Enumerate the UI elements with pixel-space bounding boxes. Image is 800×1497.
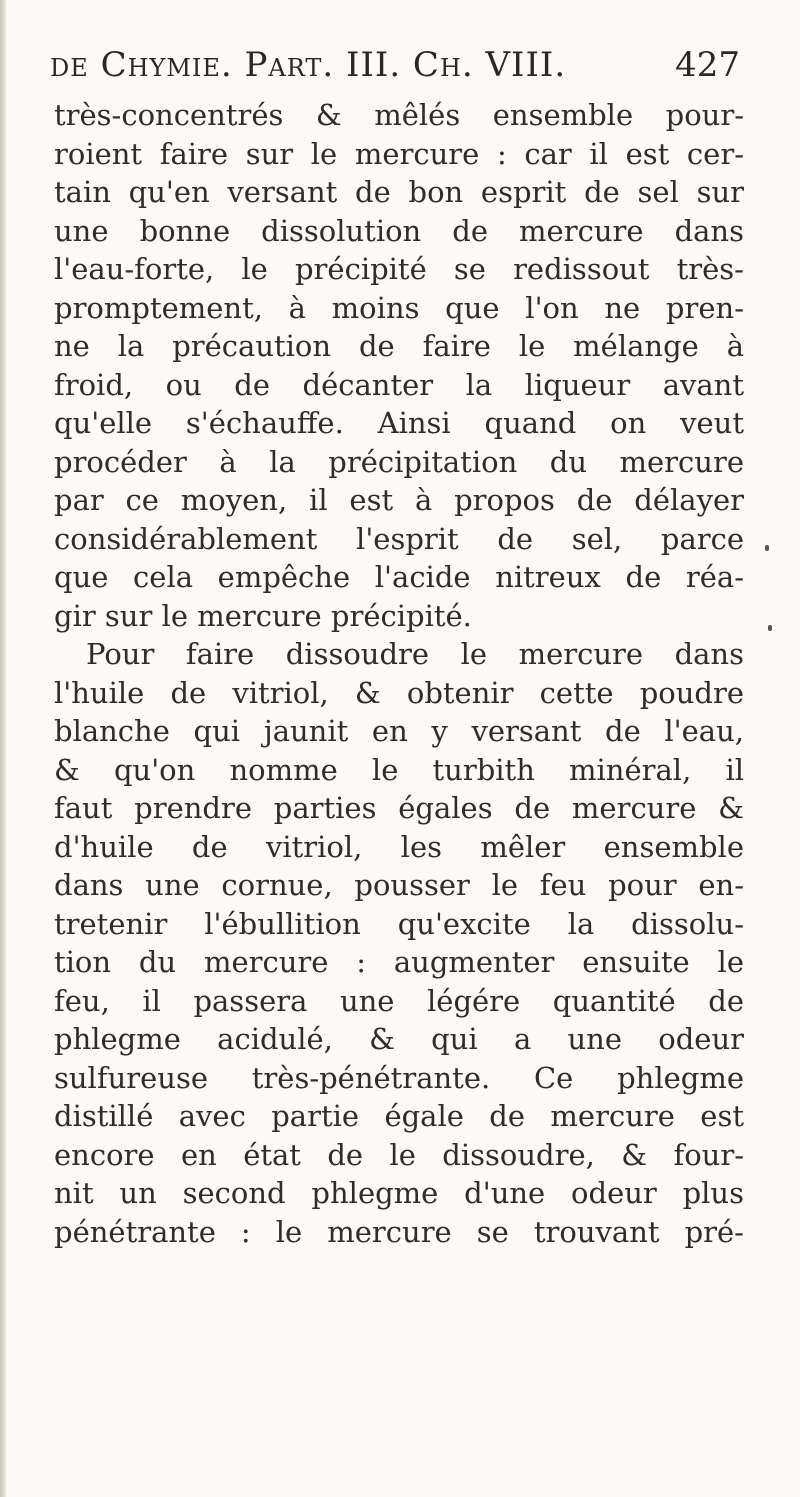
page-gutter: [0, 0, 6, 1497]
text-line: tretenir l'ébullition qu'excite la dissolu-: [54, 906, 744, 941]
text-line: ne la précaution de faire le mélange à: [54, 329, 744, 363]
paragraph-start-line: Pour faire dissoudre le mercure dans: [86, 637, 744, 671]
text-line: roient faire sur le mercure : car il est cer-: [54, 136, 744, 171]
text-line: d'huile de vitriol, les mêler ensemble: [54, 829, 744, 864]
text-line: par ce moyen, il est à propos de délayer: [54, 483, 744, 517]
text-line: distillé avec partie égale de mercure est: [54, 1099, 744, 1133]
text-line: faut prendre parties égales de mercure &: [54, 791, 744, 825]
running-head: de Chymie. Part. III. Ch. VIII.: [50, 45, 567, 85]
text-line: que cela empêche l'acide nitreux de réa-: [54, 560, 744, 594]
text-line: blanche qui jaunit en y versant de l'eau,: [54, 714, 744, 748]
page-number: 427: [675, 45, 740, 85]
page-header: [50, 40, 740, 90]
text-line: phlegme acidulé, & qui a une odeur: [54, 1022, 744, 1056]
ink-speck: [768, 625, 772, 631]
text-line: une bonne dissolution de mercure dans: [54, 213, 744, 248]
ink-speck: [765, 545, 769, 551]
text-line: considérablement l'esprit de sel, parce: [54, 521, 744, 556]
text-line: froid, ou de décanter la liqueur avant: [54, 367, 744, 402]
text-line: & qu'on nomme le turbith minéral, il: [54, 752, 744, 787]
text-line: l'huile de vitriol, & obtenir cette poudre: [54, 675, 744, 710]
text-line: procéder à la précipitation du mercure: [54, 444, 744, 479]
text-line: sulfureuse très-pénétrante. Ce phlegme: [54, 1060, 744, 1095]
body-text: [54, 96, 744, 1251]
text-line: pénétrante : le mercure se trouvant pré-: [54, 1214, 744, 1249]
text-line: l'eau-forte, le précipité se redissout très-: [54, 252, 744, 286]
text-line: nit un second phlegme d'une odeur plus: [54, 1176, 744, 1210]
text-line: gir sur le mercure précipité.: [54, 598, 472, 633]
text-line: qu'elle s'échauffe. Ainsi quand on veut: [54, 406, 744, 440]
text-line: tion du mercure : augmenter ensuite le: [54, 945, 744, 979]
text-line: très-concentrés & mêlés ensemble pour-: [54, 98, 744, 132]
text-line: dans une cornue, pousser le feu pour en-: [54, 868, 744, 902]
text-line: feu, il passera une légére quantité de: [54, 983, 744, 1018]
text-line: tain qu'en versant de bon esprit de sel sur: [54, 175, 744, 209]
text-line: promptement, à moins que l'on ne pren-: [54, 290, 744, 325]
text-line: encore en état de le dissoudre, & four-: [54, 1137, 744, 1172]
